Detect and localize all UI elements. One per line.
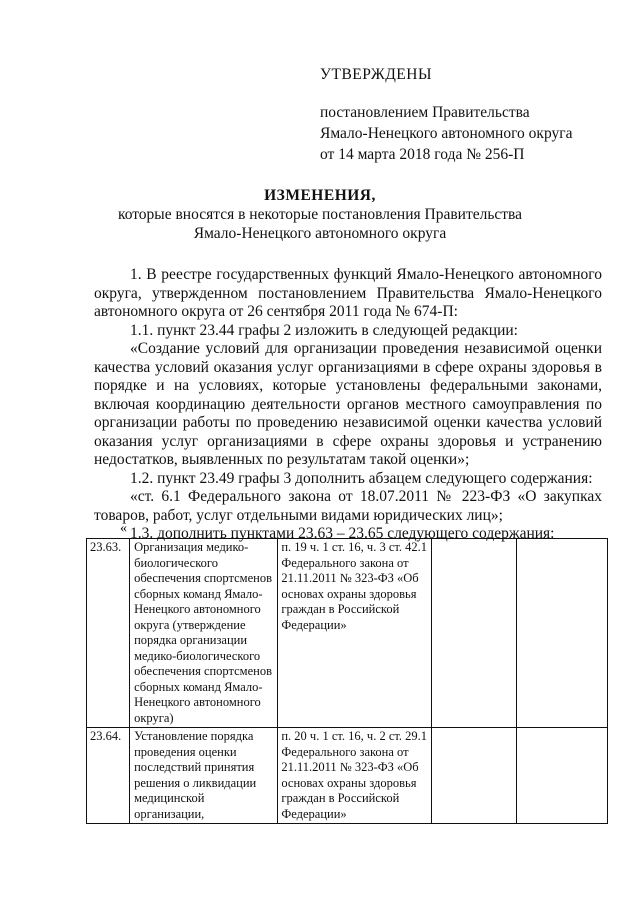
table-row (87, 539, 608, 728)
table-row (87, 728, 608, 824)
opening-quote: « (120, 521, 127, 536)
row-number: 23.63. (87, 539, 130, 728)
function-name: Установление порядка проведения оценки последствий принятия решения о ликвидации медицинской организации, (130, 728, 278, 824)
empty-cell (431, 728, 516, 824)
heading-subtitle-2: Ямало-Ненецкого автономного округа (193, 225, 447, 242)
approval-title: УТВЕРЖДЕНЫ (320, 66, 432, 83)
paragraph-1-1: 1.1. пункт 23.44 графы 2 изложить в следующей редакции: (130, 321, 518, 339)
approval-line-1: постановлением Правительства (320, 104, 530, 121)
heading-title: ИЗМЕНЕНИЯ, (264, 187, 376, 204)
paragraph-quote-23-44: «Создание условий для организации проведения независимой оценки качества условий оказания услуг организациями в сфере охраны здоровья в порядке и на условиях, которые установлены федеральными законами, включая координацию деятельности органов местного самоуправления по организации работы по проведению независимой оценки качества условий оказания услуг организациями в сфере охраны здоровья и устранению недостатков, выявленных по результатам такой оценки»; (94, 340, 602, 468)
empty-cell (516, 728, 607, 824)
paragraph-quote-23-49: «ст. 6.1 Федерального закона от 18.07.2011 № 223-ФЗ «О закупках товаров, работ, услуг отдельными видами юридических лиц»; (94, 488, 602, 524)
legal-basis: п. 20 ч. 1 ст. 16, ч. 2 ст. 29.1 Федерального закона от 21.11.2011 № 323-ФЗ «Об основах охраны здоровья граждан в Российской Федерации» (278, 728, 431, 824)
empty-cell (516, 539, 607, 728)
empty-cell (431, 539, 516, 728)
function-name: Организация медико-биологического обеспечения спортсменов сборных команд Ямало-Ненецкого автономного округа (утверждение порядка организации медико-биологического обеспечения спортсменов сборных команд Ямало-Ненецкого автономного округа) (130, 539, 278, 728)
paragraph-1: 1. В реестре государственных функций Ямало-Ненецкого автономного округа, утвержденном постановлением Правительства Ямало-Ненецкого автономного округа от 26 сентября 2011 года № 674-П: (94, 266, 602, 320)
approval-line-2: Ямало-Ненецкого автономного округа (320, 125, 573, 142)
document-heading (0, 186, 640, 243)
paragraph-1-3: 1.3. дополнить пунктами 23.63 – 23.65 следующего содержания: (130, 525, 555, 542)
heading-subtitle-1: которые вносятся в некоторые постановления Правительства (117, 206, 523, 223)
legal-basis: п. 19 ч. 1 ст. 16, ч. 3 ст. 42.1 Федерального закона от 21.11.2011 № 323-ФЗ «Об основах охраны здоровья граждан в Российской Федерации» (278, 539, 431, 728)
approval-line-3: от 14 марта 2018 года № 256-П (320, 146, 525, 163)
row-number: 23.64. (87, 728, 130, 824)
document-body (94, 266, 602, 544)
paragraph-1-2: 1.2. пункт 23.49 графы 3 дополнить абзацем следующего содержания: (130, 469, 593, 487)
approval-block (320, 64, 572, 165)
amendments-table (86, 538, 608, 824)
